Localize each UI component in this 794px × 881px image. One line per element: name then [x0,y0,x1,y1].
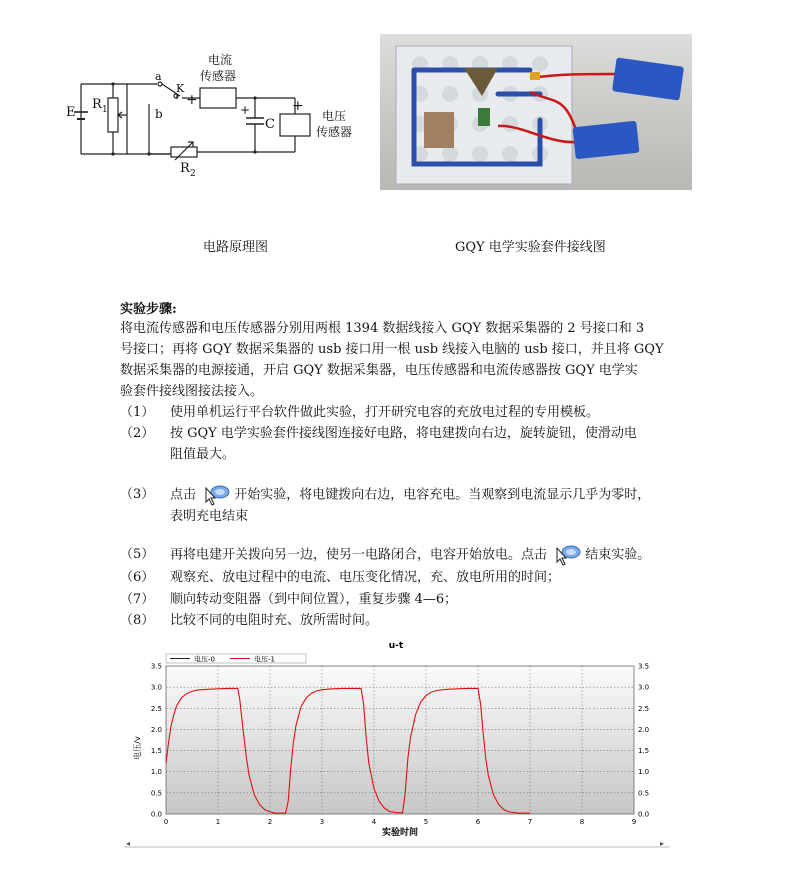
y-tick-label-right: 2.5 [638,704,650,713]
label-b: b [155,107,163,121]
x-tick-label: 8 [579,818,585,826]
label-voltage-sensor-1: 电压 [322,109,347,123]
y-tick-label: 3.0 [150,683,162,692]
y-tick-label-right: 3.5 [638,662,650,671]
label-plus-cap: + [240,103,251,117]
step-text-post: 开始实验，将电键拨向右边，电容充电。当观察到电流显示几乎为零时， [234,487,651,503]
intro-line: 将电流传感器和电压传感器分别用两根 1394 数据线接入 GQY 数据采集器的 2 号接口和 3 [120,321,645,336]
step-text-cont: 表明充电结束 [170,509,249,524]
scroll-left-icon[interactable]: ◂ [126,839,131,848]
x-tick-label: 7 [527,818,533,826]
intro-line: 数据采集器的电源接通，开启 GQY 数据采集器，电压传感器和电流传感器按 GQY 电学实 [120,363,638,378]
start-experiment-icon[interactable] [200,484,230,506]
y-tick-label: 3.5 [150,662,162,671]
y-tick-label-right: 2.0 [638,725,650,734]
legend-entry: 电压-0 [194,655,215,664]
step-text-pre: 再将电建开关拨向另一边，使另一电路闭合，电容开始放电。点击 [170,547,548,563]
x-axis-label: 实验时间 [381,828,419,838]
step-number: （7） [120,592,155,607]
intro-line: 号接口；再将 GQY 数据采集器的 usb 接口用一根 usb 线接入电脑的 usb 接口，并且将 GQY [120,342,664,357]
step-text: 顺向转动变阻器（到中间位置），重复步骤 4—6； [170,592,458,607]
y-tick-label-right: 0.5 [638,789,650,798]
step-text: 按 GQY 电学实验套件接线图连接好电路，将电建拨向右边，旋转旋钮，使滑动电 [170,426,637,441]
label-R1-sub: 1 [102,105,108,115]
step-number: （1） [120,405,155,420]
y-tick-label: 0.0 [150,810,162,819]
x-tick-label: 3 [319,818,325,826]
step-3 [120,484,690,526]
y-tick-label-right: 1.0 [638,768,650,777]
y-tick-label: 1.5 [150,747,162,756]
step-8 [120,610,690,631]
step-text-cont: 阻值最大。 [170,447,236,462]
label-R1: R [92,97,102,112]
step-7 [120,589,690,610]
step-text [170,484,690,506]
x-tick-label: 6 [475,818,481,826]
label-R2: R [180,161,190,176]
y-tick-label: 0.5 [150,789,162,798]
x-tick-label: 4 [371,818,377,826]
caption-circuit: 电路原理图 [203,240,269,255]
steps-heading: 实验步骤: [120,302,177,317]
intro-paragraph [120,318,690,402]
step-text: 比较不同的电阻时充、放所需时间。 [170,613,379,628]
step-number: （3） [120,487,155,502]
x-tick-label: 9 [631,818,637,826]
label-K: K [176,82,185,95]
step-number: （5） [120,547,155,562]
label-E: E [66,105,76,120]
caption-wiring: GQY 电学实验套件接线图 [455,240,606,255]
y-tick-label-right: 0.0 [638,810,650,819]
circuit-diagram [60,46,380,186]
label-plus-voltage: + [292,98,304,114]
step-number: （2） [120,426,155,441]
wiring-photo [380,34,692,190]
label-current-sensor-1: 电流 [208,53,233,67]
y-axis-label: 电压/v [133,736,142,760]
step-6 [120,567,690,588]
label-current-sensor-2: 传感器 [200,69,237,83]
label-voltage-sensor-2: 传感器 [316,125,353,139]
label-plus-current: + [186,92,198,108]
y-tick-label: 2.5 [150,704,162,713]
step-2 [120,423,690,465]
y-tick-label: 1.0 [150,768,162,777]
ut-chart [124,630,670,848]
label-a: a [155,70,162,83]
legend-entry: 电压-1 [254,655,275,664]
step-text-post: 结束实验。 [585,547,651,563]
y-tick-label: 2.0 [150,725,162,734]
step-number: （6） [120,570,155,585]
label-C: C [265,117,275,132]
scroll-right-icon[interactable]: ▸ [660,839,665,848]
step-number: （8） [120,613,155,628]
step-text: 使用单机运行平台软件做此实验，打开研究电容的充放电过程的专用模板。 [170,405,600,420]
x-tick-label: 1 [215,818,221,826]
y-tick-label-right: 1.5 [638,747,650,756]
intro-line: 验套件接线图接法接入。 [120,384,264,399]
label-R2-sub: 2 [190,169,196,179]
x-tick-label: 5 [423,818,429,826]
y-tick-label-right: 3.0 [638,683,650,692]
step-1 [120,402,690,423]
chart-legend [166,654,306,664]
step-text-pre: 点击 [170,487,197,503]
stop-experiment-icon[interactable] [551,544,581,566]
step-text [170,544,700,566]
x-tick-label: 2 [267,818,273,826]
x-tick-label: 0 [163,818,169,826]
chart-title: u-t [388,641,404,651]
step-5 [120,544,700,565]
step-text: 观察充、放电过程中的电流、电压变化情况，充、放电所用的时间； [170,570,561,585]
